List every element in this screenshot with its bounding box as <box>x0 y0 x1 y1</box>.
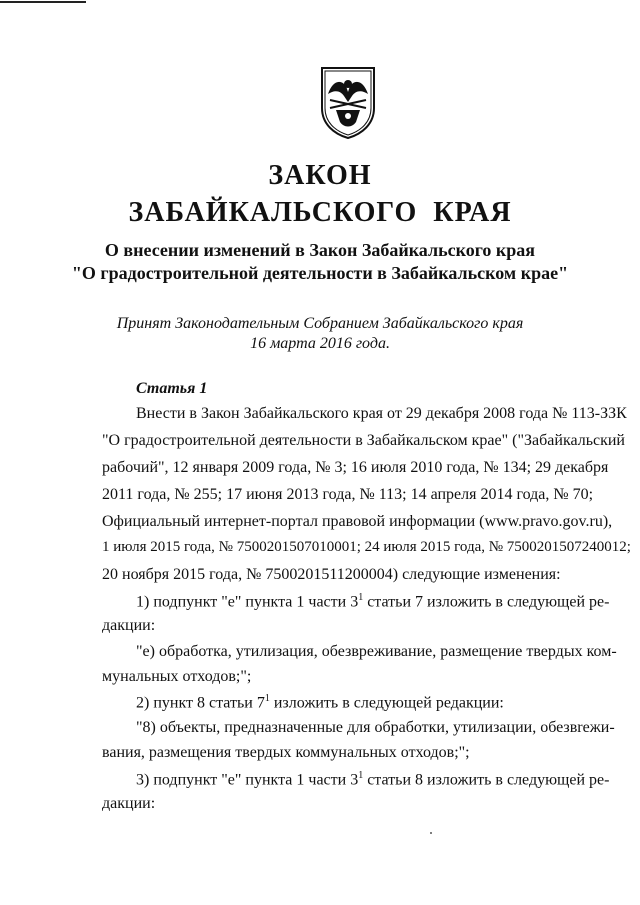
law-subtitle-line-2: "О градостроительной деятельности в Забайкальском крае" <box>71 263 569 283</box>
item-1-continuation: дакции: <box>102 617 156 634</box>
body-line-5: Официальный интернет-портал правовой информации (www.pravo.gov.ru), <box>102 513 613 530</box>
body-line-7: 20 ноября 2015 года, № 7500201511200004) следующие изменения: <box>102 566 561 583</box>
body-line-3: рабочий", 12 января 2009 года, № 3; 16 июля 2010 года, № 134; 29 декабря <box>102 459 609 476</box>
item-2-quote-line-2: вания, размещения твердых коммунальных отходов;"; <box>102 744 470 761</box>
law-title: ЗАКОН <box>268 160 372 191</box>
body-line-6: 1 июля 2015 года, № 7500201507010001; 24 июля 2015 года, № 7500201507240012; <box>102 539 631 555</box>
law-subtitle-line-1: О внесении изменений в Закон Забайкальского края <box>104 240 536 260</box>
item-1-line: 1) подпункт "е" пункта 1 части $3^1$ статьи 7 изложить в следующей ре- <box>136 592 610 611</box>
adoption-note-line-1: Принят Законодательным Собранием Забайкальского края <box>116 315 524 332</box>
body-line-2: "О градостроительной деятельности в Забайкальском крае" ("Забайкальский <box>102 432 625 449</box>
item-3-line: 3) подпункт "е" пункта 1 части $3^1$ статьи 8 изложить в следующей ре- <box>136 770 610 789</box>
item-3-continuation: дакции: <box>102 795 156 812</box>
body-line-4: 2011 года, № 255; 17 июня 2013 года, № 113; 14 апреля 2014 года, № 70; <box>102 486 594 503</box>
item-1-quote-line-1: "е) обработка, утилизация, обезвреживание, размещение твердых ком- <box>136 643 617 660</box>
item-2-quote-line-1: "8) объекты, предназначенные для обработки, утилизации, обезвreжи- <box>136 719 615 736</box>
scan-edge-line <box>0 1 86 3</box>
law-region-title: ЗАБАЙКАЛЬСКОГО КРАЯ <box>128 197 512 228</box>
item-2-line: 2) пункт 8 статьи $7^1$ изложить в следующей редакции: <box>136 693 504 712</box>
article-heading: Статья 1 <box>136 380 208 397</box>
coat-of-arms-emblem <box>316 64 380 140</box>
item-1-quote-line-2: мунальных отходов;"; <box>102 668 252 685</box>
body-line-1: Внести в Закон Забайкальского края от 29 декабря 2008 года № 113-ЗЗК <box>136 405 627 422</box>
scan-speck <box>430 832 432 834</box>
adoption-note-line-2: 16 марта 2016 года. <box>250 335 390 352</box>
